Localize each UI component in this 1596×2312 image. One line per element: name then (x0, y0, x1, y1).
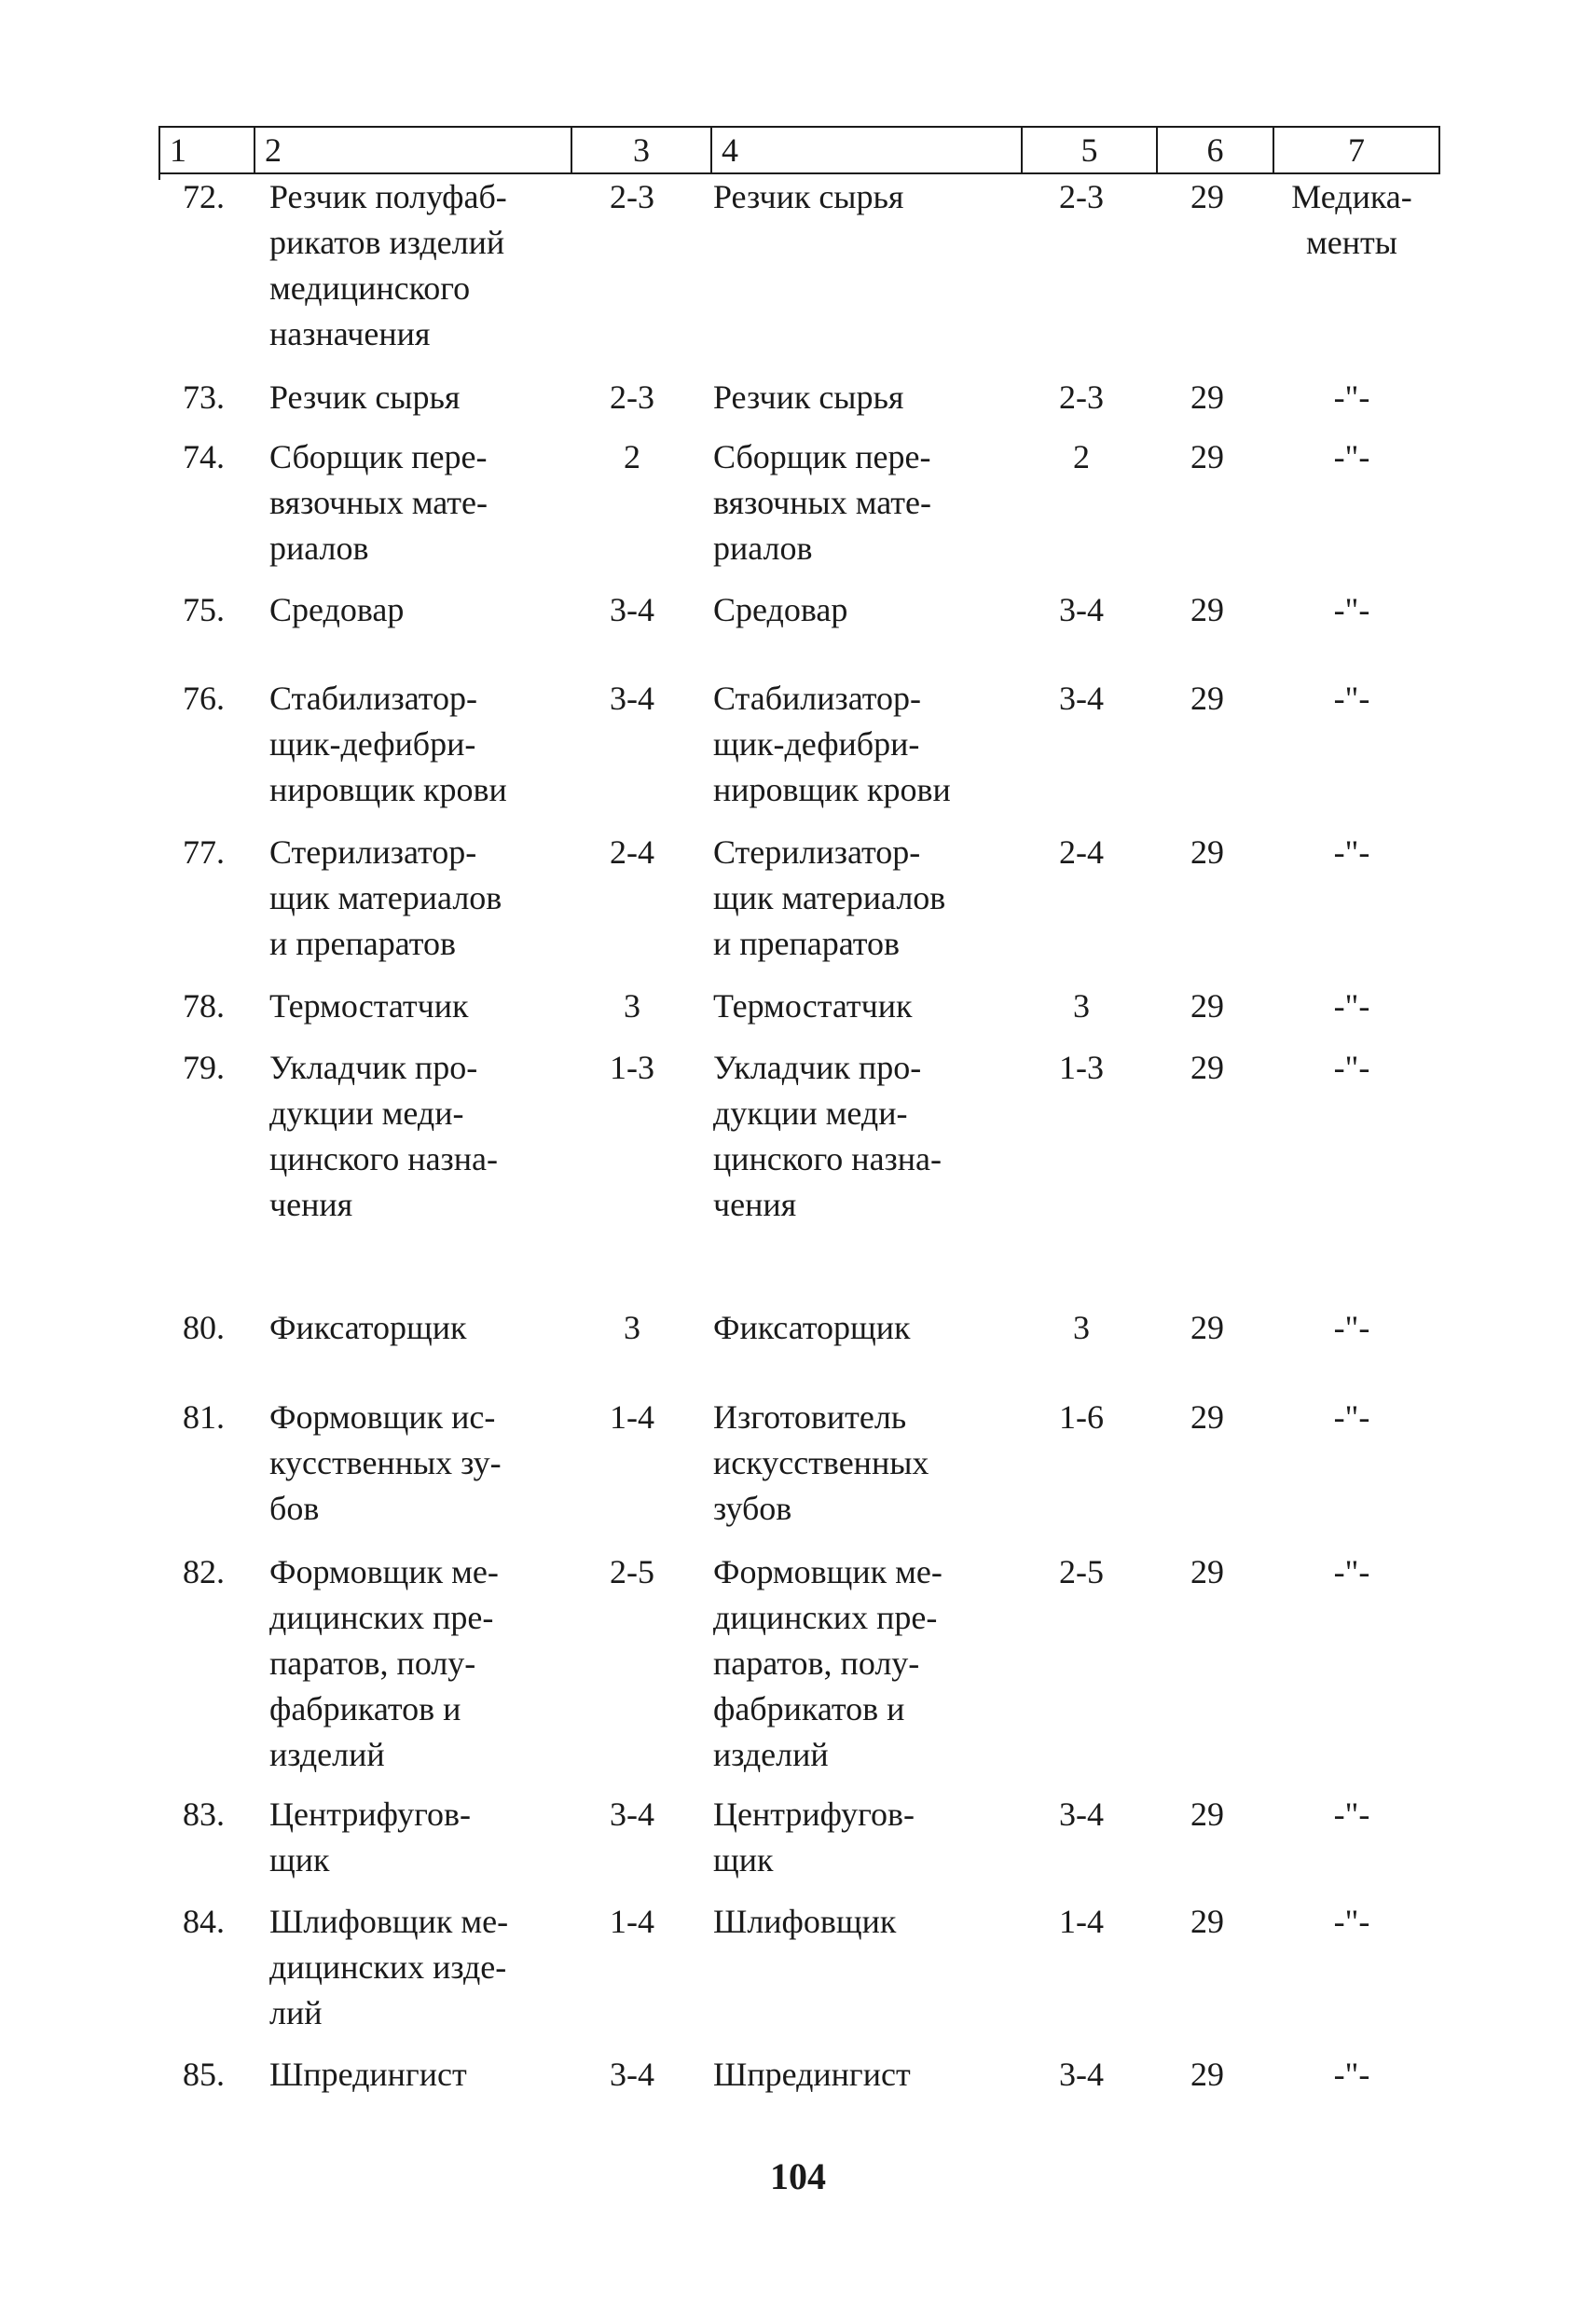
profession-name (269, 1045, 568, 1228)
header-col-4: 4 (710, 128, 1021, 172)
new-profession-name (713, 1045, 1021, 1228)
new-profession-name-line: Стабилизатор- (713, 680, 922, 717)
section-number: 29 (1190, 987, 1224, 1025)
profession-name-line: дицинских изде- (269, 1948, 507, 1986)
note (1268, 2052, 1436, 2098)
profession-name-line: щик материалов (269, 879, 502, 916)
profession-name-line: Фиксаторщик (269, 1309, 467, 1346)
new-profession-name (713, 174, 1021, 220)
new-profession-name-line: Стерилизатор- (713, 833, 921, 871)
new-grade-range: 3 (1073, 987, 1090, 1025)
new-profession-name (713, 1792, 1021, 1883)
new-profession-name-line: и препаратов (713, 925, 901, 962)
row-number: 74. (183, 438, 225, 475)
profession-name-line: лий (269, 1994, 323, 2031)
grade-range: 1-4 (610, 1398, 654, 1436)
header-col-2: 2 (254, 128, 571, 172)
new-profession-name-line: щик-дефибри- (713, 725, 920, 763)
note-line: -"- (1333, 1049, 1370, 1086)
new-grade-range: 2-4 (1059, 833, 1104, 871)
note (1268, 1899, 1436, 1945)
row-number: 73. (183, 378, 225, 416)
grade-range: 3-4 (610, 1796, 654, 1833)
new-profession-name-line: риалов (713, 530, 813, 567)
note (1268, 375, 1436, 420)
new-profession-name (713, 984, 1021, 1029)
profession-name-line: щик (269, 1841, 330, 1878)
profession-name-line: Средовар (269, 591, 405, 628)
note-line: -"- (1333, 438, 1370, 475)
new-profession-name (713, 676, 1021, 813)
section-number: 29 (1190, 680, 1224, 717)
new-profession-name-line: щик материалов (713, 879, 946, 916)
new-profession-name-line: нировщик крови (713, 771, 951, 808)
note-line: -"- (1333, 2056, 1370, 2093)
note (1268, 434, 1436, 480)
profession-name-line: Укладчик про- (269, 1049, 478, 1086)
grade-range: 2-3 (610, 378, 654, 416)
profession-name-line: цинского назна- (269, 1140, 499, 1177)
note-line: -"- (1333, 1796, 1370, 1833)
section-number: 29 (1190, 1796, 1224, 1833)
grade-range: 3 (624, 987, 640, 1025)
row-number: 81. (183, 1398, 225, 1436)
new-profession-name (713, 375, 1021, 420)
page-number: 104 (770, 2155, 826, 2197)
new-profession-name-line: Центрифугов- (713, 1796, 915, 1833)
grade-range: 2-5 (610, 1553, 654, 1590)
row-number: 83. (183, 1796, 225, 1833)
profession-name-line: Шлифовщик ме- (269, 1903, 509, 1940)
note (1268, 174, 1436, 266)
profession-name-line: Сборщик пере- (269, 438, 488, 475)
section-number: 29 (1190, 1553, 1224, 1590)
grade-range: 2-4 (610, 833, 654, 871)
profession-name-line: Термостатчик (269, 987, 469, 1025)
profession-name (269, 1792, 568, 1883)
new-profession-name-line: Резчик сырья (713, 378, 904, 416)
new-grade-range: 3 (1073, 1309, 1090, 1346)
new-grade-range: 3-4 (1059, 1796, 1104, 1833)
new-profession-name-line: щик (713, 1841, 774, 1878)
section-number: 29 (1190, 1309, 1224, 1346)
grade-range: 3-4 (610, 591, 654, 628)
new-profession-name-line: Шлифовщик (713, 1903, 897, 1940)
note-line: -"- (1333, 1903, 1370, 1940)
new-grade-range: 3-4 (1059, 680, 1104, 717)
profession-name (269, 1899, 568, 2036)
new-profession-name-line: Изготовитель (713, 1398, 907, 1436)
note-line: -"- (1333, 987, 1370, 1025)
note-line: -"- (1333, 591, 1370, 628)
row-number: 80. (183, 1309, 225, 1346)
profession-name-line: дицинских пре- (269, 1599, 494, 1636)
new-profession-name-line: Средовар (713, 591, 848, 628)
note (1268, 1792, 1436, 1837)
note-line: -"- (1333, 1309, 1370, 1346)
profession-name-line: нировщик крови (269, 771, 507, 808)
row-number: 84. (183, 1903, 225, 1940)
note-line: -"- (1333, 680, 1370, 717)
new-grade-range: 2 (1073, 438, 1090, 475)
profession-name (269, 676, 568, 813)
new-profession-name (713, 1549, 1021, 1778)
new-profession-name-line: изделий (713, 1736, 829, 1773)
note (1268, 830, 1436, 875)
header-col-1: 1 (170, 131, 186, 169)
note (1268, 1395, 1436, 1440)
section-number: 29 (1190, 438, 1224, 475)
profession-name-line: щик-дефибри- (269, 725, 476, 763)
new-grade-range: 2-3 (1059, 378, 1104, 416)
profession-name-line: медицинского (269, 269, 471, 307)
new-grade-range: 2-3 (1059, 178, 1104, 215)
section-number: 29 (1190, 1049, 1224, 1086)
section-number: 29 (1190, 2056, 1224, 2093)
grade-range: 3-4 (610, 680, 654, 717)
section-number: 29 (1190, 178, 1224, 215)
new-grade-range: 1-4 (1059, 1903, 1104, 1940)
note (1268, 676, 1436, 722)
profession-name-line: Стабилизатор- (269, 680, 478, 717)
profession-name-line: дукции меди- (269, 1094, 464, 1132)
note (1268, 1045, 1436, 1091)
new-profession-name-line: Укладчик про- (713, 1049, 922, 1086)
grade-range: 2 (624, 438, 640, 475)
profession-name-line: фабрикатов и (269, 1690, 461, 1727)
new-grade-range: 3-4 (1059, 591, 1104, 628)
new-profession-name-line: Формовщик ме- (713, 1553, 942, 1590)
new-profession-name-line: Фиксаторщик (713, 1309, 911, 1346)
new-profession-name-line: дицинских пре- (713, 1599, 938, 1636)
profession-name-line: вязочных мате- (269, 484, 488, 521)
new-profession-name (713, 1395, 1021, 1532)
profession-name-line: кусственных зу- (269, 1444, 502, 1481)
profession-name-line: назначения (269, 315, 431, 352)
section-number: 29 (1190, 1903, 1224, 1940)
note (1268, 587, 1436, 633)
new-profession-name-line: Резчик сырья (713, 178, 904, 215)
note-line: -"- (1333, 1553, 1370, 1590)
row-number: 78. (183, 987, 225, 1025)
new-profession-name (713, 434, 1021, 571)
new-profession-name-line: вязочных мате- (713, 484, 931, 521)
section-number: 29 (1190, 591, 1224, 628)
row-number: 82. (183, 1553, 225, 1590)
header-col-3: 3 (571, 128, 710, 172)
row-number: 75. (183, 591, 225, 628)
section-number: 29 (1190, 378, 1224, 416)
profession-name-line: Шпредингист (269, 2056, 467, 2093)
header-col-5: 5 (1021, 128, 1156, 172)
header-col-6: 6 (1156, 128, 1273, 172)
profession-name (269, 1305, 568, 1351)
grade-range: 1-3 (610, 1049, 654, 1086)
new-grade-range: 1-3 (1059, 1049, 1104, 1086)
profession-name (269, 434, 568, 571)
new-profession-name-line: фабрикатов и (713, 1690, 905, 1727)
grade-range: 2-3 (610, 178, 654, 215)
row-number: 72. (183, 178, 225, 215)
row-number: 76. (183, 680, 225, 717)
profession-name (269, 1549, 568, 1778)
profession-name (269, 2052, 568, 2098)
row-number: 85. (183, 2056, 225, 2093)
profession-name-line: бов (269, 1490, 320, 1527)
profession-name (269, 375, 568, 420)
new-profession-name-line: Шпредингист (713, 2056, 911, 2093)
note-line: -"- (1333, 833, 1370, 871)
profession-name-line: Формовщик ис- (269, 1398, 496, 1436)
note-line: Медика- (1291, 178, 1412, 215)
profession-name-line: изделий (269, 1736, 385, 1773)
profession-name-line: Резчик полуфаб- (269, 178, 507, 215)
note-line: менты (1306, 224, 1397, 261)
profession-name (269, 830, 568, 967)
profession-name (269, 587, 568, 633)
profession-name-line: паратов, полу- (269, 1645, 476, 1682)
profession-name-line: Формовщик ме- (269, 1553, 499, 1590)
profession-name-line: риалов (269, 530, 369, 567)
grade-range: 3 (624, 1309, 640, 1346)
new-profession-name (713, 1305, 1021, 1351)
new-profession-name-line: чения (713, 1186, 797, 1223)
grade-range: 3-4 (610, 2056, 654, 2093)
new-grade-range: 2-5 (1059, 1553, 1104, 1590)
new-grade-range: 3-4 (1059, 2056, 1104, 2093)
note (1268, 1549, 1436, 1595)
grade-range: 1-4 (610, 1903, 654, 1940)
new-profession-name (713, 2052, 1021, 2098)
note (1268, 984, 1436, 1029)
new-profession-name-line: цинского назна- (713, 1140, 942, 1177)
profession-name-line: Стерилизатор- (269, 833, 477, 871)
new-profession-name (713, 587, 1021, 633)
profession-name (269, 1395, 568, 1532)
row-number: 79. (183, 1049, 225, 1086)
new-profession-name (713, 1899, 1021, 1945)
new-profession-name-line: Термостатчик (713, 987, 913, 1025)
new-profession-name-line: паратов, полу- (713, 1645, 920, 1682)
profession-name-line: и препаратов (269, 925, 457, 962)
new-profession-name-line: Сборщик пере- (713, 438, 931, 475)
section-number: 29 (1190, 833, 1224, 871)
header-col-7: 7 (1273, 128, 1438, 172)
new-profession-name-line: искусственных (713, 1444, 929, 1481)
profession-name (269, 174, 568, 357)
new-profession-name-line: дукции меди- (713, 1094, 908, 1132)
new-profession-name-line: зубов (713, 1490, 792, 1527)
note (1268, 1305, 1436, 1351)
profession-name (269, 984, 568, 1029)
new-profession-name (713, 830, 1021, 967)
note-line: -"- (1333, 378, 1370, 416)
profession-name-line: рикатов изделий (269, 224, 505, 261)
new-grade-range: 1-6 (1059, 1398, 1104, 1436)
note-line: -"- (1333, 1398, 1370, 1436)
profession-name-line: Резчик сырья (269, 378, 461, 416)
row-number: 77. (183, 833, 225, 871)
profession-name-line: чения (269, 1186, 353, 1223)
profession-name-line: Центрифугов- (269, 1796, 471, 1833)
section-number: 29 (1190, 1398, 1224, 1436)
